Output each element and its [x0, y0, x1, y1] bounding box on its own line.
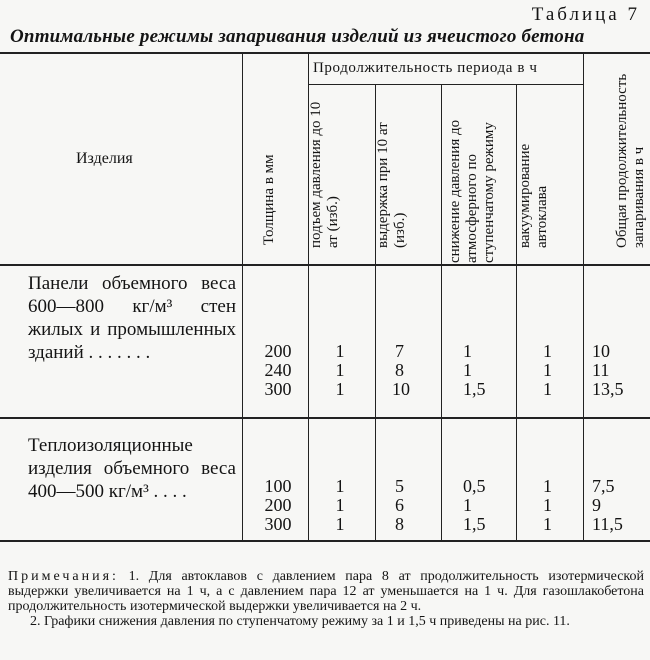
table-title: Оптимальные режимы запаривания изделий из ячеистого бетона [10, 26, 585, 47]
table-cell: 1 [335, 360, 345, 380]
col-rule-4 [441, 85, 442, 540]
table-cell: 8 [395, 514, 404, 534]
table-cell: 7,5 [592, 476, 615, 496]
note-2: 2. Графики снижения давления по ступенчатому режиму за 1 и 1,5 ч приведены на рис. 11. [30, 614, 570, 629]
header-bottom-rule [0, 264, 650, 266]
table-cell: 1,5 [463, 379, 486, 399]
table-cell: 7 [395, 341, 404, 361]
table-cell: 11,5 [592, 514, 623, 534]
table-cell: 1 [335, 341, 345, 361]
table-cell: 10 [592, 341, 610, 361]
header-thickness: Толщина в мм [261, 154, 277, 245]
table-cell: 1 [463, 360, 472, 380]
table-cell: 1 [543, 476, 552, 496]
table-cell: 1,5 [463, 514, 486, 534]
table-cell: 11 [592, 360, 610, 380]
table-cell: 1 [335, 379, 345, 399]
table-cell: 1 [335, 495, 345, 515]
header-vacuum: вакуумирование автоклава [517, 143, 550, 248]
header-hold: выдержка при 10 ат (изб.) [375, 122, 408, 248]
header-pressure-drop: снижение давления до атмосферного по ступенчатому режиму [447, 119, 497, 263]
table-notes [8, 569, 644, 629]
table-cell: 1 [543, 341, 552, 361]
table-cell: 1 [543, 379, 552, 399]
table-cell: 0,5 [463, 476, 486, 496]
table-cell: 9 [592, 495, 601, 515]
header-product: Изделия [76, 150, 133, 167]
table-cell: 13,5 [592, 379, 624, 399]
group-header-rule [308, 84, 584, 85]
col-rule-6 [583, 53, 584, 540]
table-bottom-rule [0, 540, 650, 542]
col-rule-1 [242, 53, 243, 540]
table-cell: 240 [264, 360, 292, 380]
table-cell: 300 [264, 379, 292, 399]
table-number: Таблица 7 [531, 4, 640, 25]
table-top-rule [0, 52, 650, 54]
table-cell: 200 [264, 341, 292, 361]
group-separator-rule [0, 417, 650, 419]
notes-label: Примечания: [8, 569, 119, 584]
table-cell: 1 [543, 495, 552, 515]
table-cell: 8 [395, 360, 404, 380]
table-cell: 5 [395, 476, 404, 496]
table-cell: 1 [335, 514, 345, 534]
table-cell: 300 [264, 514, 292, 534]
table-cell: 100 [264, 476, 292, 496]
table-cell: 200 [264, 495, 292, 515]
table-cell: 1 [463, 341, 472, 361]
table-cell: 1 [543, 514, 552, 534]
group-1-name: Панели объемного веса 600—800 кг/м³ стен жилых и промышленных зданий . . . . . . . [28, 273, 236, 363]
table-cell: 1 [543, 360, 552, 380]
header-total: Общая продолжительность запаривания в ч [614, 73, 647, 248]
table-cell: 1 [335, 476, 345, 496]
group-2-name: Теплоизоляционные изделия объемного веса 400—500 кг/м³ . . . . [28, 435, 236, 502]
header-duration-group: Продолжительность периода в ч [313, 60, 538, 76]
table-cell: 6 [395, 495, 404, 515]
table-cell: 10 [392, 379, 410, 399]
header-pressure-rise: подъем давления до 10 ат (изб.) [308, 101, 341, 248]
note-1: 1. Для автоклавов с давлением пара 8 ат продолжительность изотермической выдержки увеличивается на 1 ч, а с давлением пара 12 ат уменьшается на 1 ч. Для газошлакобетона продолжительность изотермической выдержки увеличивается на 2 ч. [8, 569, 645, 614]
table-cell: 1 [463, 495, 472, 515]
